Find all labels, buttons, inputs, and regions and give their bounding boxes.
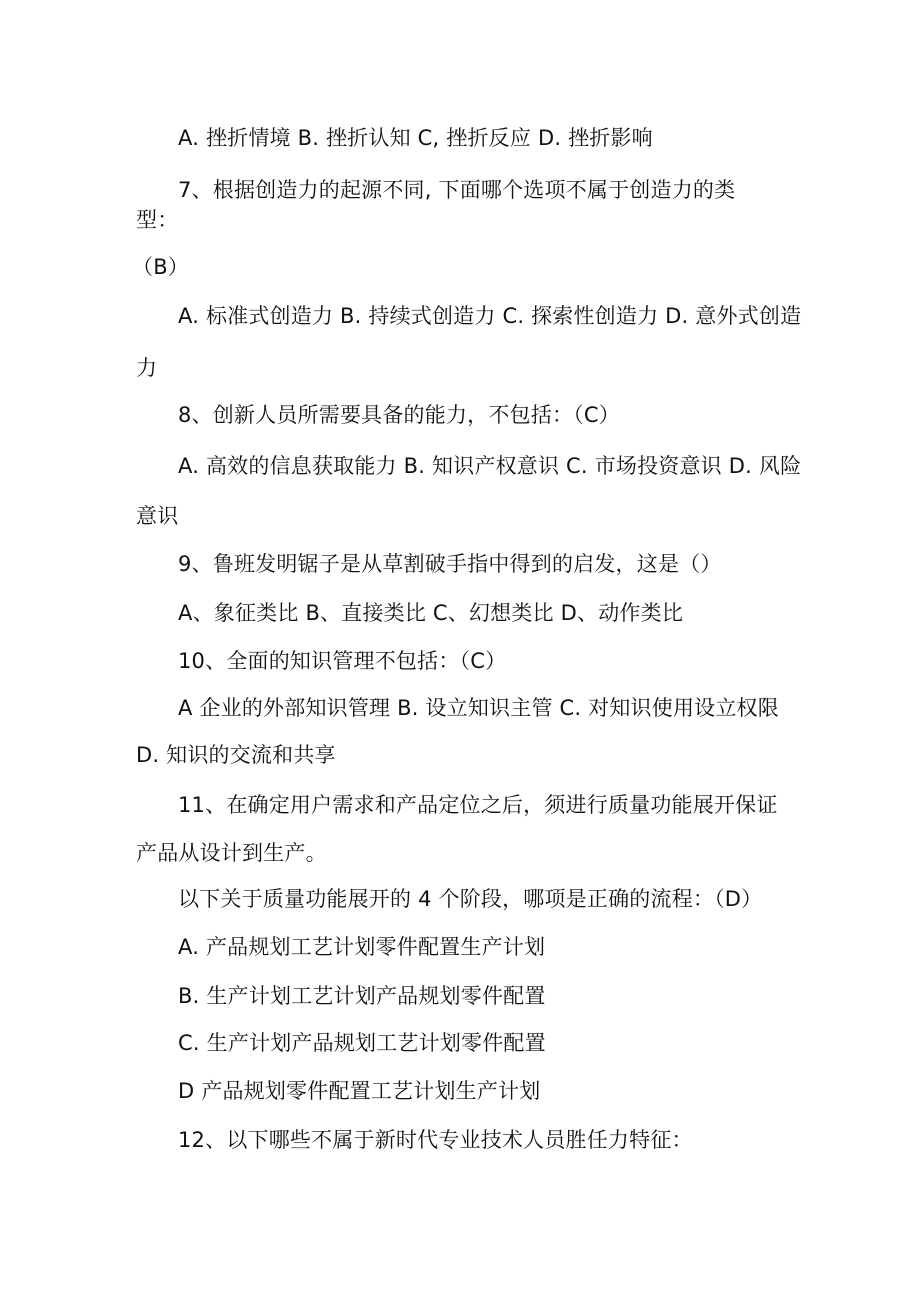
q7-question: 7、根据创造力的起源不同, 下面哪个选项不属于创造力的类 bbox=[178, 178, 736, 202]
q8-question: 8、创新人员所需要具备的能力，不包括：（C） bbox=[178, 403, 620, 427]
q7-question-cont: 型： bbox=[136, 208, 179, 232]
q8-options-cont: 意识 bbox=[136, 504, 179, 528]
q6-options: A. 挫折情境 B. 挫折认知 C, 挫折反应 D. 挫折影响 bbox=[178, 126, 653, 150]
q12-question: 12、以下哪些不属于新时代专业技术人员胜任力特征： bbox=[178, 1128, 693, 1152]
q10-options-cont: D. 知识的交流和共享 bbox=[136, 743, 336, 767]
q11-option-b: B. 生产计划工艺计划产品规划零件配置 bbox=[178, 984, 546, 1008]
q8-options: A. 高效的信息获取能力 B. 知识产权意识 C. 市场投资意识 D. 风险 bbox=[178, 454, 802, 478]
q7-answer: （B） bbox=[132, 255, 190, 279]
q11-option-a: A. 产品规划工艺计划零件配置生产计划 bbox=[178, 935, 546, 959]
q9-question: 9、鲁班发明锯子是从草割破手指中得到的启发，这是（） bbox=[178, 552, 722, 576]
q11-option-c: C. 生产计划产品规划工艺计划零件配置 bbox=[178, 1031, 546, 1055]
q7-options-cont: 力 bbox=[136, 356, 158, 380]
q9-options: A、象征类比 B、直接类比 C、幻想类比 D、动作类比 bbox=[178, 601, 684, 625]
q11-question: 11、在确定用户需求和产品定位之后，须进行质量功能展开保证 bbox=[178, 793, 778, 817]
q7-options: A. 标准式创造力 B. 持续式创造力 C. 探索性创造力 D. 意外式创造 bbox=[178, 304, 802, 328]
q10-question: 10、全面的知识管理不包括：（C） bbox=[178, 649, 507, 673]
q11-subquestion: 以下关于质量功能展开的 4 个阶段，哪项是正确的流程：（D） bbox=[178, 887, 763, 911]
q11-question-cont: 产品从设计到生产。 bbox=[136, 841, 327, 865]
q11-option-d: D 产品规划零件配置工艺计划生产计划 bbox=[178, 1079, 541, 1103]
q10-options: A 企业的外部知识管理 B. 设立知识主管 C. 对知识使用设立权限 bbox=[178, 696, 779, 720]
